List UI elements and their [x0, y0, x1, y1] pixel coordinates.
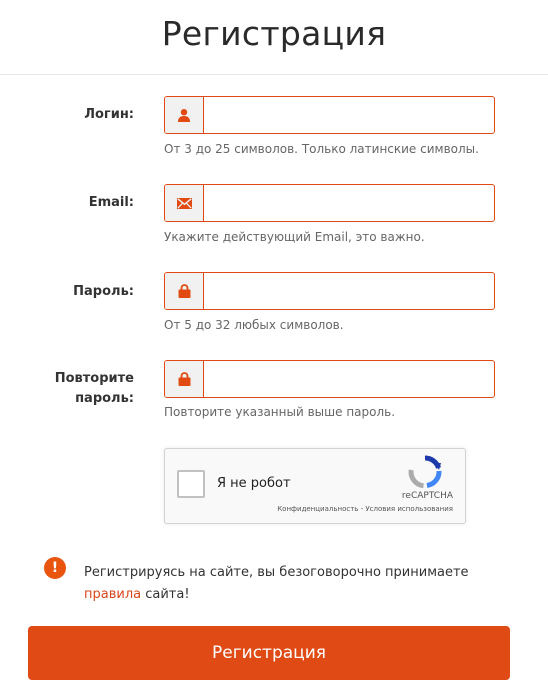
email-label: Email: [88, 195, 134, 210]
recaptcha-links-separator: - [358, 505, 366, 513]
notice-text-before: Регистрируясь на сайте, вы безоговорочно принимаете [84, 565, 469, 580]
repeat-password-field[interactable] [164, 360, 495, 398]
recaptcha-checkbox[interactable] [177, 470, 205, 498]
email-field[interactable] [164, 184, 495, 222]
password-field[interactable] [164, 272, 495, 310]
header-divider [0, 74, 548, 75]
email-input[interactable] [205, 185, 494, 221]
recaptcha-label: Я не робот [217, 476, 291, 491]
email-hint: Укажите действующий Email, это важно. [164, 230, 425, 244]
exclamation-icon: ! [44, 557, 66, 579]
login-label: Логин: [84, 107, 134, 122]
repeat-password-hint: Повторите указанный выше пароль. [164, 405, 396, 419]
recaptcha-widget [164, 448, 466, 524]
recaptcha-privacy-link[interactable]: Конфиденциальность [277, 505, 359, 513]
password-hint: От 5 до 32 любых символов. [164, 318, 344, 332]
rules-link[interactable]: правила [84, 587, 142, 602]
password-input[interactable] [205, 273, 494, 309]
recaptcha-brand: reCAPTCHA [401, 491, 453, 501]
repeat-password-label [55, 369, 134, 409]
user-icon [165, 97, 204, 133]
lock-icon [165, 361, 204, 397]
repeat-password-label-line1: Повторите [54, 371, 134, 386]
lock-icon [165, 273, 204, 309]
page-title: Регистрация [161, 14, 387, 53]
repeat-password-input[interactable] [205, 361, 494, 397]
login-field[interactable] [164, 96, 495, 134]
recaptcha-terms-link[interactable]: Условия использования [365, 505, 453, 513]
notice-text-after: сайта! [141, 587, 190, 602]
recaptcha-logo-icon [408, 455, 442, 493]
register-button[interactable]: Регистрация [28, 626, 510, 680]
recaptcha-links [277, 505, 453, 513]
repeat-password-label-line2: пароль: [75, 391, 134, 406]
terms-notice [84, 562, 504, 606]
login-input[interactable] [205, 97, 494, 133]
password-label: Пароль: [73, 284, 134, 299]
envelope-icon [165, 185, 204, 221]
login-hint: От 3 до 25 символов. Только латинские символы. [164, 142, 479, 156]
